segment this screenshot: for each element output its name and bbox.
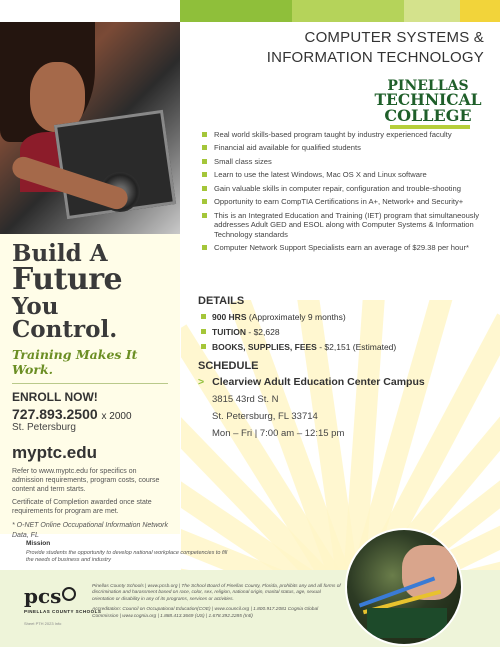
- headline-line3: You Control.: [12, 293, 118, 343]
- details-heading: DETAILS: [198, 295, 245, 307]
- list-item: Learn to use the latest Windows, Mac OS X and Linux software: [200, 170, 490, 179]
- certificate-text: Certificate of Completion awarded once state requirements for program are met.: [12, 499, 152, 516]
- list-item: Real world skills-based program taught by industry experienced faculty: [200, 130, 490, 139]
- logo-line3: COLLEGE: [384, 106, 472, 126]
- list-item: Computer Network Support Specialists earn an average of $29.38 per hour*: [200, 243, 490, 252]
- logo-line1: PINELLAS: [387, 78, 469, 94]
- tagline: Training Makes It Work.: [12, 347, 168, 384]
- top-color-bar: [0, 0, 500, 22]
- list-item: Financial aid available for qualified students: [200, 143, 490, 152]
- logo-underline: [390, 125, 470, 129]
- circuit-board-hand-photo: [345, 528, 463, 646]
- onet-footnote: * O-NET Online Occupational Information Network Data, FL: [12, 522, 169, 539]
- phone-number[interactable]: [12, 406, 168, 422]
- list-item: Gain valuable skills in computer repair, configuration and trouble-shooting: [200, 184, 490, 193]
- headline-line2: Future: [12, 262, 123, 297]
- ptc-logo: [372, 80, 484, 129]
- logo-line2: TECHNICAL: [374, 90, 482, 110]
- phone-extension: x 2000: [101, 411, 132, 422]
- hours-label: 900 HRS: [212, 312, 247, 322]
- pcs-wordmark: pcs: [24, 584, 62, 608]
- program-title: [190, 28, 484, 69]
- schedule-heading: SCHEDULE: [198, 360, 259, 372]
- mission-text: Provide students the opportunity to develop national workplace competencies to fill the needs of business and industry: [26, 550, 228, 564]
- mission-heading: Mission: [26, 540, 51, 547]
- tuition-label: TUITION: [212, 327, 246, 337]
- books-row: [198, 342, 488, 352]
- document-id: Sheet PTH 2023 Info: [24, 621, 62, 626]
- footer-text: [92, 584, 342, 620]
- feature-list: [200, 130, 490, 257]
- website-link[interactable]: myptc.edu: [12, 443, 98, 462]
- tuition-value: - $2,628: [248, 327, 280, 337]
- hours-note: (Approximately 9 months): [248, 312, 346, 322]
- enroll-now: ENROLL NOW!: [12, 390, 98, 404]
- left-panel: [0, 234, 180, 539]
- phone-digits: 727.893.2500: [12, 406, 98, 422]
- campus-label: Clearview Adult Education Center Campus: [212, 376, 425, 388]
- list-item: Small class sizes: [200, 157, 490, 166]
- mission-section: [26, 540, 236, 564]
- hours-row: [198, 312, 488, 322]
- accreditation-text: Accreditation: Council on Occupational Education(COE) | www.council.org | 1.800.917.2081 Cognia Global Commission | www.cognia.org | 1.888.413.3669 (US) | 1.678.392.2285 (Intl): [92, 607, 319, 619]
- contact-city: St. Petersburg: [12, 422, 76, 433]
- schedule-hours: Mon – Fri | 7:00 am – 12:15 pm: [212, 428, 345, 439]
- pcs-circle-icon: [62, 587, 76, 601]
- pcs-logo: [24, 584, 101, 614]
- books-label: BOOKS, SUPPLIES, FEES: [212, 342, 317, 352]
- refer-text: Refer to www.myptc.edu for specifics on admission requirements, program costs, course content and term starts.: [12, 468, 160, 494]
- pcs-subtitle: PINELLAS COUNTY SCHOOLS: [24, 609, 102, 614]
- chevron-right-icon: >: [198, 376, 205, 388]
- nondiscrimination-text: Pinellas County Schools | www.pcsb.org | The School Board of Pinellas County, Florida, prohibits any and all forms of discrimination and harassment based on race, color, sex, religion, national origin, marital status, age, sexual orientation or disability in any of its programs, services or activities.: [92, 584, 341, 602]
- tuition-row: [198, 327, 488, 337]
- program-title-line1: COMPUTER SYSTEMS &: [304, 29, 484, 46]
- list-item: This is an Integrated Education and Training (IET) program that simultaneously addresses Adult GED and ESOL along with Computer Systems & Information Technology standards: [200, 211, 490, 239]
- books-value: - $2,151 (Estimated): [319, 342, 397, 352]
- campus-street: 3815 43rd St. N: [212, 394, 279, 405]
- campus-name: [198, 376, 488, 388]
- headline-line1: Build A: [12, 240, 108, 267]
- program-title-line2: INFORMATION TECHNOLOGY: [266, 49, 484, 67]
- list-item: Opportunity to earn CompTIA Certifications in A+, Network+ and Security+: [200, 197, 490, 206]
- campus-city-state: St. Petersburg, FL 33714: [212, 411, 318, 422]
- details-section: [198, 295, 488, 439]
- student-repairing-computer-photo: [0, 22, 180, 234]
